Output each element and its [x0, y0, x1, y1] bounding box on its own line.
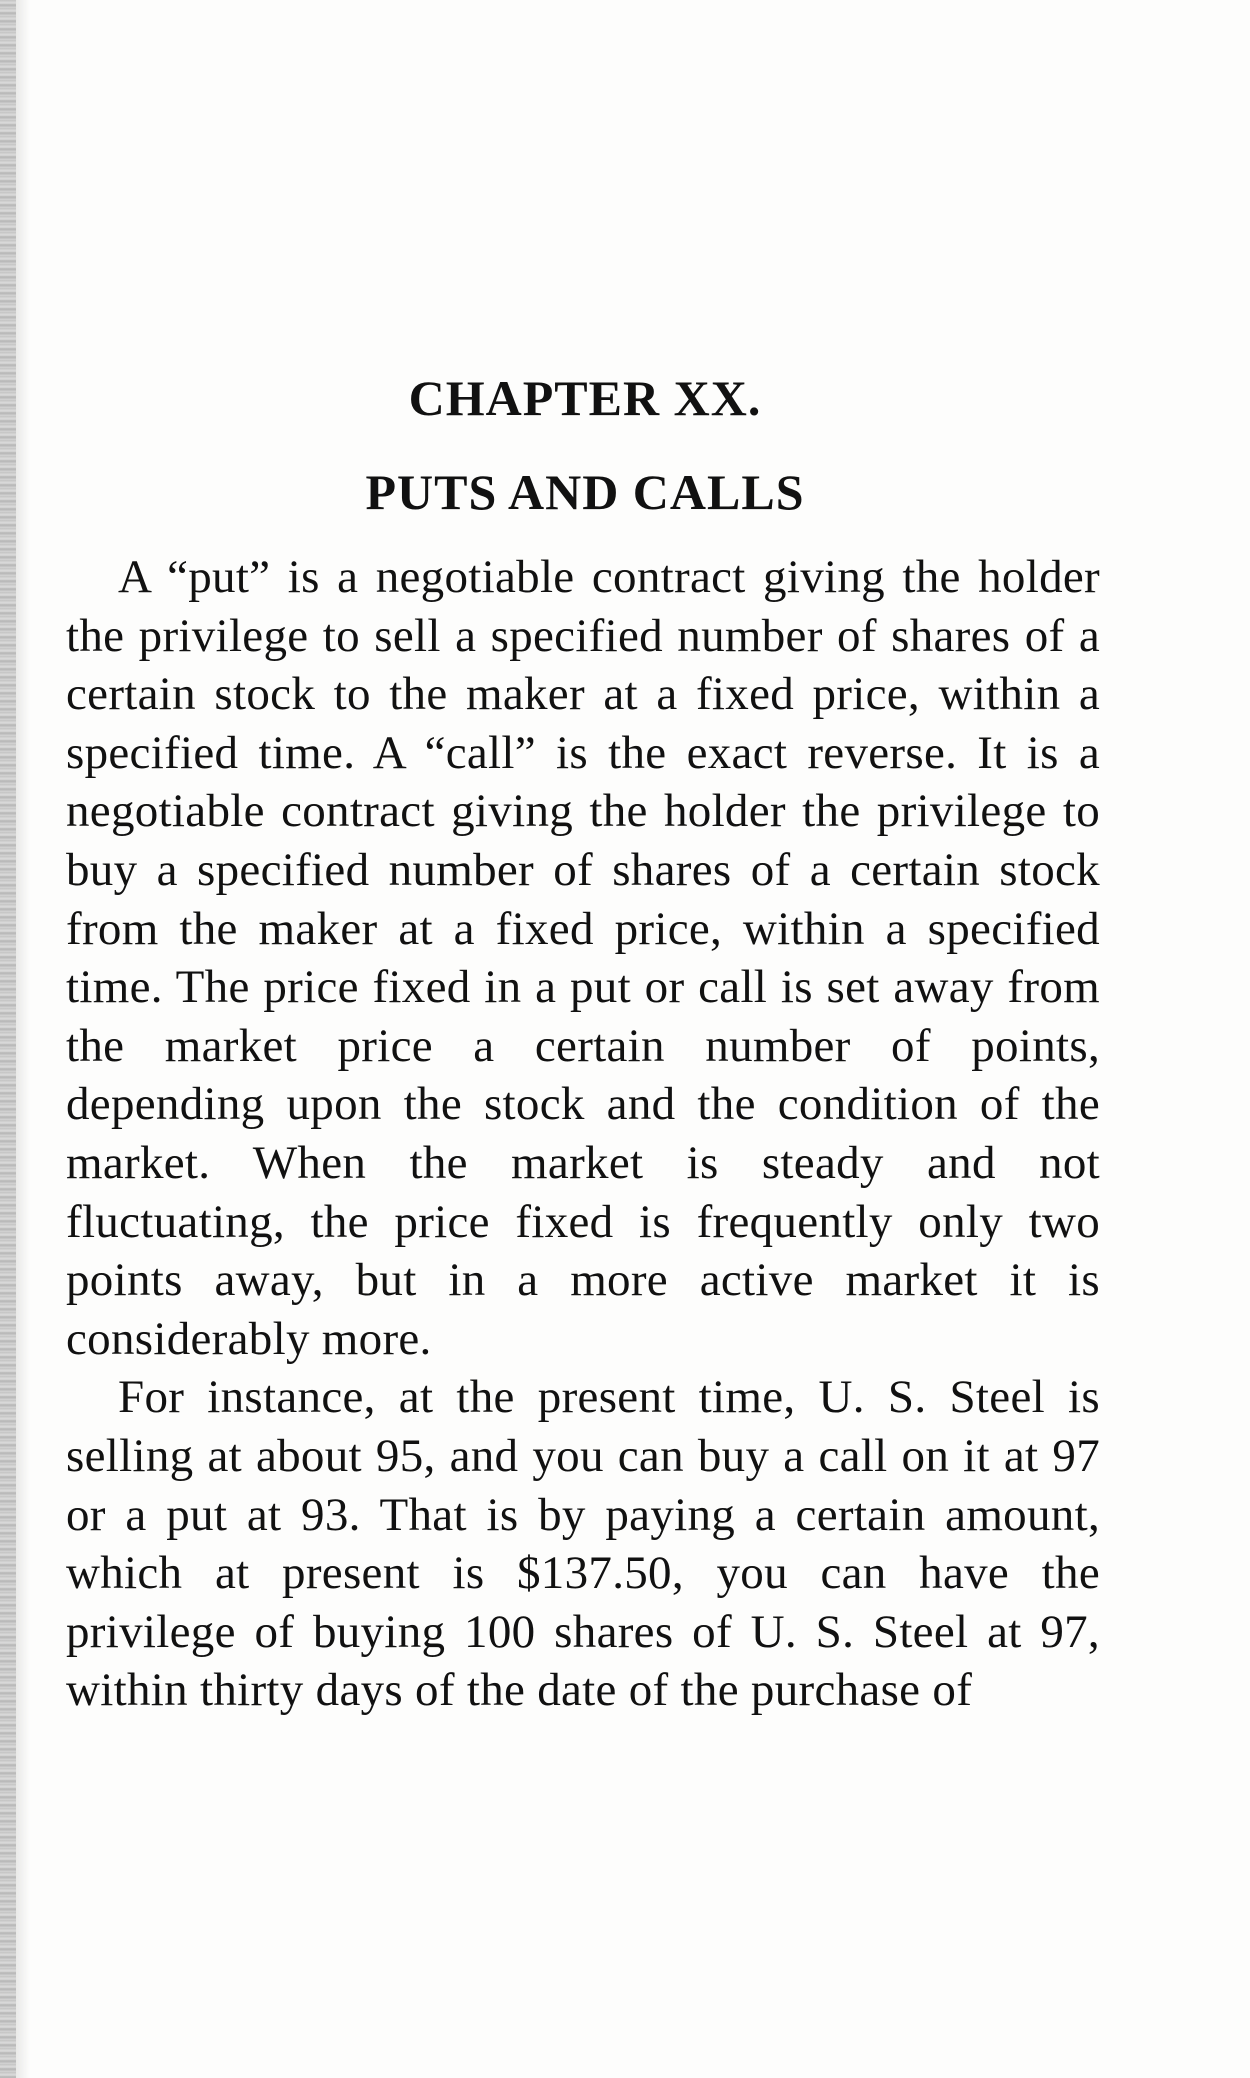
- chapter-number-heading: CHAPTER XX.: [408, 370, 762, 426]
- paragraph-puts-calls-definition: A “put” is a negotiable contract giving the holder the privilege to sell a specified number of shares of a certain stock to the maker at a fixed price, within a specified time. A “call” is the exact reverse. It is a negotiable contract giving the holder the privilege to buy a specified number of shares of a certain stock from the maker at a fixed price, within a specified time. The price fixed in a put or call is set away from the market price a certain number of points, depending upon the stock and the condition of the market. When the market is steady and not fluctuating, the price fixed is frequently only two points away, but in a more active market it is considerably more.: [66, 551, 1100, 1365]
- chapter-body-text: [66, 548, 1100, 1720]
- chapter-title-heading: PUTS AND CALLS: [365, 464, 805, 520]
- paragraph-us-steel-example: For instance, at the present time, U. S. Steel is selling at about 95, and you can buy a call on it at 97 or a put at 93. That is by paying a certain amount, which at present is $137.50, you can have the privilege of buying 100 shares of U. S. Steel at 97, within thirty days of the date of the purchase of: [66, 1371, 1100, 1717]
- page-binding-edge: [0, 0, 16, 2078]
- page-binding-shadow: [16, 0, 30, 2078]
